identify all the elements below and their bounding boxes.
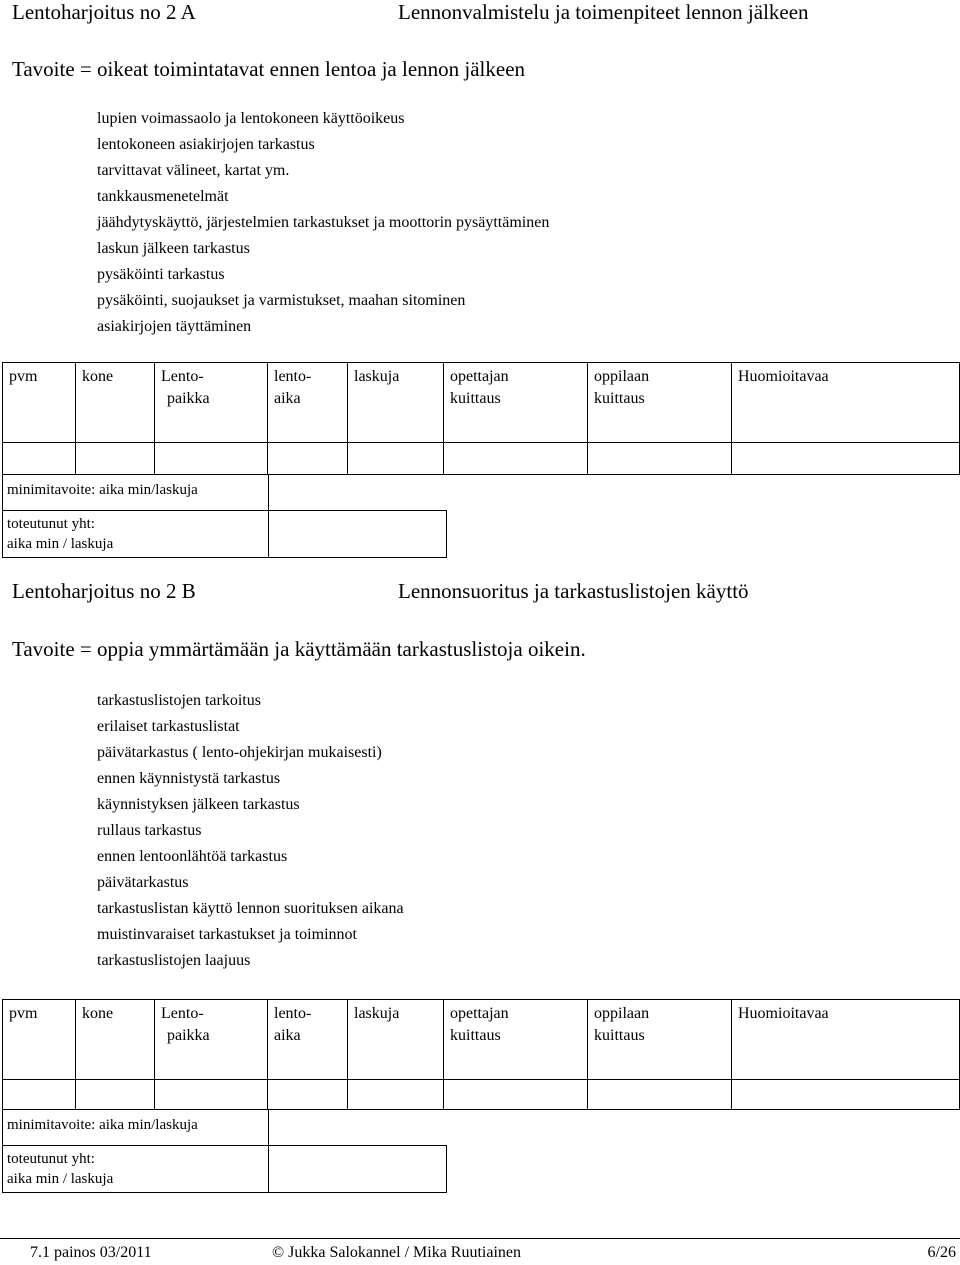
header-lentopaikka: Lento- paikka xyxy=(155,363,268,443)
actual-total-label: toteutunut yht: aika min / laskuja xyxy=(3,1146,269,1193)
cell-laskuja[interactable] xyxy=(348,443,444,475)
footer-page-number: 6/26 xyxy=(927,1244,956,1261)
section-b-goal: Tavoite = oppia ymmärtämään ja käyttämään tarkastuslistoja oikein. xyxy=(12,637,586,661)
list-item: käynnistyksen jälkeen tarkastus xyxy=(97,796,300,813)
list-item: päivätarkastus xyxy=(97,874,189,891)
cell-laskuja[interactable] xyxy=(348,1080,444,1110)
header-opettajan-kuittaus: opettajan kuittaus xyxy=(444,363,588,443)
minimum-target-label: minimitavoite: aika min/laskuja xyxy=(3,475,269,511)
list-item: muistinvaraiset tarkastukset ja toiminnot xyxy=(97,926,357,943)
cell-huomioitavaa[interactable] xyxy=(732,1080,960,1110)
header-kone: kone xyxy=(76,363,155,443)
summary-box-b xyxy=(2,1109,447,1193)
section-a-item-list xyxy=(97,106,549,340)
header-pvm: pvm xyxy=(3,1000,76,1080)
cell-kone[interactable] xyxy=(76,443,155,475)
section-b-title: Lentoharjoitus no 2 B xyxy=(12,579,196,603)
header-oppilaan-kuittaus: oppilaan kuittaus xyxy=(588,1000,732,1080)
list-item: ennen käynnistystä tarkastus xyxy=(97,770,281,787)
flight-log-table-b xyxy=(2,999,960,1110)
section-a-subtitle: Lennonvalmistelu ja toimenpiteet lennon jälkeen xyxy=(398,0,809,24)
header-opettajan-kuittaus: opettajan kuittaus xyxy=(444,1000,588,1080)
cell-pvm[interactable] xyxy=(3,443,76,475)
list-item: pysäköinti tarkastus xyxy=(97,266,225,283)
list-item: tankkausmenetelmät xyxy=(97,188,229,205)
list-item: tarvittavat välineet, kartat ym. xyxy=(97,162,290,179)
cell-lentoaika[interactable] xyxy=(268,1080,348,1110)
header-pvm: pvm xyxy=(3,363,76,443)
list-item: tarkastuslistojen laajuus xyxy=(97,952,251,969)
header-laskuja: laskuja xyxy=(348,1000,444,1080)
cell-opettajan-kuittaus[interactable] xyxy=(444,1080,588,1110)
list-item: lentokoneen asiakirjojen tarkastus xyxy=(97,136,315,153)
list-item: erilaiset tarkastuslistat xyxy=(97,718,240,735)
header-laskuja: laskuja xyxy=(348,363,444,443)
cell-lentopaikka[interactable] xyxy=(155,1080,268,1110)
list-item: pysäköinti, suojaukset ja varmistukset, maahan sitominen xyxy=(97,292,466,309)
list-item: lupien voimassaolo ja lentokoneen käyttöoikeus xyxy=(97,110,405,127)
cell-lentoaika[interactable] xyxy=(268,443,348,475)
header-lentopaikka: Lento- paikka xyxy=(155,1000,268,1080)
section-a-goal: Tavoite = oikeat toimintatavat ennen lentoa ja lennon jälkeen xyxy=(12,57,526,81)
list-item: laskun jälkeen tarkastus xyxy=(97,240,250,257)
summary-box-a xyxy=(2,474,447,558)
flight-log-table-a xyxy=(2,362,960,475)
header-huomioitavaa: Huomioitavaa xyxy=(732,1000,960,1080)
cell-opettajan-kuittaus[interactable] xyxy=(444,443,588,475)
list-item: asiakirjojen täyttäminen xyxy=(97,318,252,335)
list-item: tarkastuslistan käyttö lennon suorituksen aikana xyxy=(97,900,404,917)
cell-lentopaikka[interactable] xyxy=(155,443,268,475)
cell-pvm[interactable] xyxy=(3,1080,76,1110)
list-item: rullaus tarkastus xyxy=(97,822,202,839)
header-kone: kone xyxy=(76,1000,155,1080)
actual-total-label: toteutunut yht: aika min / laskuja xyxy=(3,511,269,558)
header-huomioitavaa: Huomioitavaa xyxy=(732,363,960,443)
list-item: jäähdytyskäyttö, järjestelmien tarkastukset ja moottorin pysäyttäminen xyxy=(97,214,550,231)
list-item: tarkastuslistojen tarkoitus xyxy=(97,692,261,709)
header-oppilaan-kuittaus: oppilaan kuittaus xyxy=(588,363,732,443)
section-b-subtitle: Lennonsuoritus ja tarkastuslistojen käyttö xyxy=(398,579,749,603)
actual-total-value[interactable] xyxy=(269,1146,447,1193)
minimum-target-label: minimitavoite: aika min/laskuja xyxy=(3,1110,269,1146)
list-item: päivätarkastus ( lento-ohjekirjan mukaisesti) xyxy=(97,744,382,761)
cell-oppilaan-kuittaus[interactable] xyxy=(588,1080,732,1110)
section-b-item-list xyxy=(97,688,404,974)
section-a-title: Lentoharjoitus no 2 A xyxy=(12,0,196,24)
footer-edition: 7.1 painos 03/2011 xyxy=(30,1244,152,1261)
cell-oppilaan-kuittaus[interactable] xyxy=(588,443,732,475)
actual-total-value[interactable] xyxy=(269,511,447,558)
header-lentoaika: lento- aika xyxy=(268,1000,348,1080)
footer-divider xyxy=(0,1238,960,1239)
footer-copyright: © Jukka Salokannel / Mika Ruutiainen xyxy=(272,1244,522,1261)
list-item: ennen lentoonlähtöä tarkastus xyxy=(97,848,288,865)
header-lentoaika: lento- aika xyxy=(268,363,348,443)
cell-kone[interactable] xyxy=(76,1080,155,1110)
cell-huomioitavaa[interactable] xyxy=(732,443,960,475)
